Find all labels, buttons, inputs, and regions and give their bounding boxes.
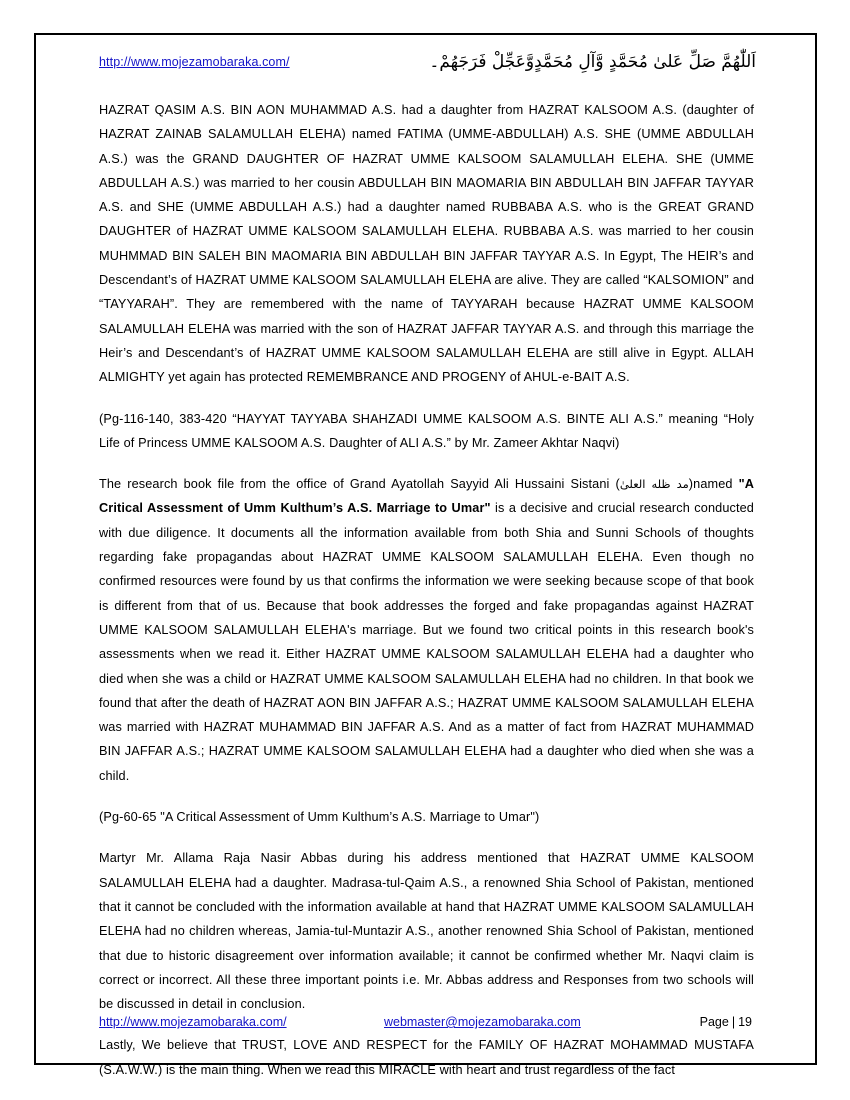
page-footer — [99, 1015, 756, 1037]
paragraph-citation-critical-assessment: (Pg-60-65 "A Critical Assessment of Umm Kulthum’s A.S. Marriage to Umar") — [99, 810, 540, 825]
header-salawat-arabic: اَللّٰهُمَّ صَلِّ عَلىٰ مُحَمَّدٍ وَّآلِ مُحَمَّدٍوَّعَجِّلْ فَرَجَهُمْ۔ — [429, 52, 756, 72]
footer-row — [99, 1015, 756, 1035]
page-number-label: Page — [699, 1015, 729, 1029]
book-title-bold: "A Critical Assessment of Umm Kulthum’s A.S. Marriage to Umar" — [99, 477, 754, 516]
paragraph-qasim-lineage: HAZRAT QASIM A.S. BIN AON MUHAMMAD A.S. had a daughter from HAZRAT KALSOOM A.S. (daughter of HAZRAT ZAINAB SALAMULLAH ELEHA) named FATIMA (UMME-ABDULLAH) A.S. SHE (UMME ABDULLAH A.S.) was the GRAND DAUGHTER OF HAZRAT UMME KALSOOM SALAMULLAH ELEHA. SHE (UMME ABDULLAH A.S.) was married to her cousin ABDULLAH BIN MAOMARIA BIN ABDULLAH BIN JAFFAR TAYYAR A.S. and SHE (UMME ABDULLAH A.S.) had a daughter named RUBBABA A.S. who is the GREAT GRAND DAUGHTER of HAZRAT UMME KALSOOM SALAMULLAH ELEHA. RUBBABA A.S. was married to her cousin MUHMMAD BIN SALEH BIN MAOMARIA BIN ABDULLAH BIN JAFFAR TAYYAR A.S. In Egypt, The HEIR’s and Descendant’s of HAZRAT UMME KALSOOM SALAMULLAH ELEHA are alive. They are called “KALSOMION” and “TAYYARAH”. They are remembered with the name of TAYYARAH because HAZRAT UMME KALSOOM SALAMULLAH ELEHA was married with the son of HAZRAT JAFFAR TAYYAR A.S. and through this marriage the Heir’s and Descendant’s of HAZRAT UMME KALSOOM SALAMULLAH ELEHA are still alive in Egypt. ALLAH ALMIGHTY yet again has protected REMEMBRANCE AND PROGENY of AHUL-e-BAIT A.S. — [99, 103, 754, 385]
page-number-separator: | — [731, 1015, 736, 1029]
document-body — [99, 98, 754, 1082]
header-website-link[interactable]: http://www.mojezamobaraka.com/ — [99, 55, 290, 69]
sistani-text-part-two: )named — [688, 477, 739, 492]
sistani-text-part-one: The research book file from the office of Grand Ayatollah Sayyid Ali Hussaini Sistani ( — [99, 477, 620, 492]
paragraph-citation-hayyat-tayyaba: (Pg-116-140, 383-420 “HAYYAT TAYYABA SHAHZADI UMME KALSOOM A.S. BINTE ALI A.S.” meaning “Holy Life of Princess UMME KALSOOM A.S. Daughter of ALI A.S.” by Mr. Zameer Akhtar Naqvi) — [99, 411, 754, 450]
page-number-indicator — [700, 1015, 752, 1029]
paragraph-closing-trust-love-respect: Lastly, We believe that TRUST, LOVE AND RESPECT for the FAMILY OF HAZRAT MOHAMMAD MUSTAFA (S.A.W.W.) is the main thing. When we read this MIRACLE with heart and trust regardless of the fact — [99, 1038, 754, 1077]
footer-website-link[interactable]: http://www.mojezamobaraka.com/ — [99, 1015, 287, 1029]
paragraph-sistani-research — [99, 472, 754, 788]
paragraph-allama-raja-nasir-abbas: Martyr Mr. Allama Raja Nasir Abbas during his address mentioned that HAZRAT UMME KALSOOM SALAMULLAH ELEHA had a daughter. Madrasa-tul-Qaim A.S., a renowned Shia School of Pakistan, mentioned that it cannot be concluded with the information available at hand that HAZRAT UMME KALSOOM SALAMULLAH ELEHA had no children whereas, Jamia-tul-Muntazir A.S., another renowned Shia School of Pakistan, mentioned that due to historic disagreement over information available; it cannot be confirmed whether Mr. Naqvi claim is correct or incorrect. All these three important points i.e. Mr. Abbas address and Responses from two schools will be discussed in detail in conclusion. — [99, 851, 754, 1012]
sistani-text-part-three: is a decisive and crucial research conducted with due diligence. It documents all the information available from both Shia and Sunni Schools of thoughts regarding fake propagandas about HAZRAT UMME KALSOOM SALAMULLAH ELEHA. Even though no confirmed resources were found by us that confirms the information we were seeking because scope of that book is different from that of us. Because that book addresses the forged and fake propagandas against HAZRAT UMME KALSOOM SALAMULLAH ELEHA's marriage. But we found two critical points in this research book's assessments when we read it. Either HAZRAT UMME KALSOOM SALAMULLAH ELEHA had a daughter who died when she was a child or HAZRAT UMME KALSOOM SALAMULLAH ELEHA had no children. In that book we found that after the death of HAZRAT AON BIN JAFFAR A.S.; HAZRAT UMME KALSOOM SALAMULLAH ELEHA was married with HAZRAT MUHAMMAD BIN JAFFAR A.S. And as a matter of fact from HAZRAT MUHAMMAD BIN JAFFAR A.S.; HAZRAT UMME KALSOOM SALAMULLAH ELEHA had a daughter who died when she was a child. — [99, 501, 754, 783]
sistani-honorific-arabic: مد ظله العلیٰ — [619, 477, 689, 492]
page-border-frame — [34, 33, 817, 1077]
page-header — [99, 50, 756, 90]
page-number-value: 19 — [738, 1015, 752, 1029]
footer-email-link[interactable]: webmaster@mojezamobaraka.com — [384, 1015, 581, 1029]
